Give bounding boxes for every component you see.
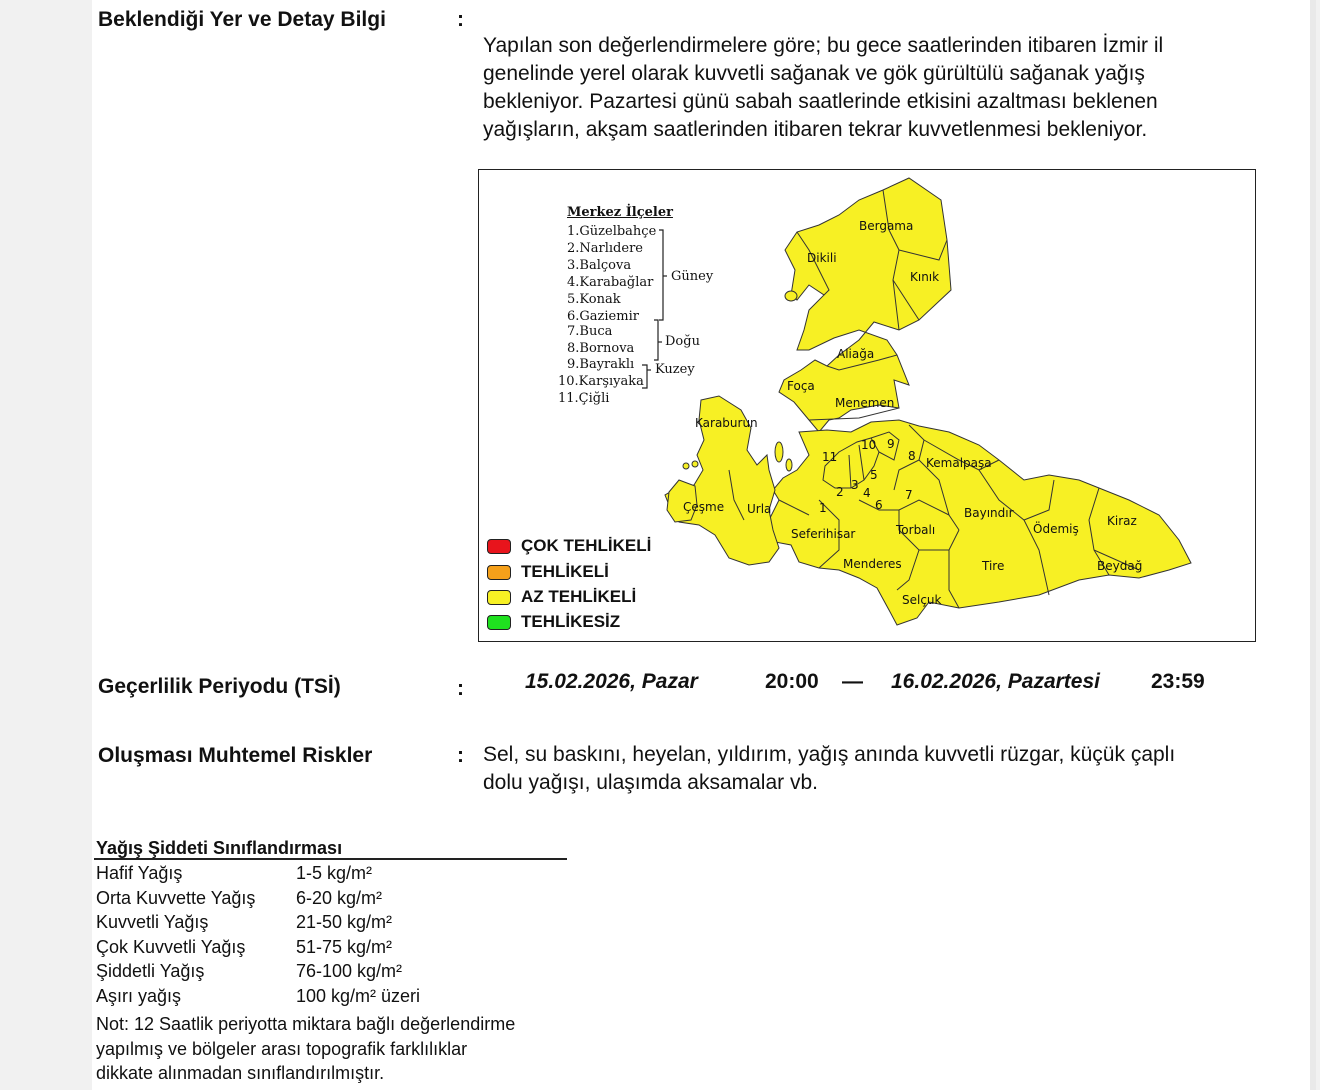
validity-colon: :	[457, 677, 464, 700]
warning-map	[478, 169, 1256, 642]
map-label-dikili: Dikili	[807, 251, 837, 265]
risk-legend-label: AZ TEHLİKELİ	[521, 587, 637, 606]
risk-swatch-yellow	[487, 590, 511, 605]
location-line: bekleniyor. Pazartesi günü sabah saatlerinde etkisini azaltması beklenen	[483, 90, 1158, 113]
map-label-foca: Foça	[787, 379, 815, 393]
group-label-south: Güney	[671, 269, 714, 284]
validity-end-date: 16.02.2026, Pazartesi	[891, 670, 1100, 693]
central-district-item: 7.Buca	[567, 324, 613, 339]
classification-name: Orta Kuvvette Yağış	[96, 888, 256, 908]
risks-label: Oluşması Muhtemel Riskler	[98, 744, 373, 767]
location-line: Yapılan son değerlendirmelere göre; bu gece saatlerinden itibaren İzmir il	[483, 34, 1164, 57]
map-number-1: 1	[819, 501, 827, 515]
central-district-item: 5.Konak	[567, 292, 621, 307]
central-district-item: 10.Karşıyaka	[558, 374, 644, 389]
central-district-item: 9.Bayraklı	[567, 357, 635, 372]
classification-name: Kuvvetli Yağış	[96, 912, 209, 932]
validity-start-time: 20:00	[765, 670, 819, 693]
risk-swatch-green	[487, 615, 511, 630]
map-label-menderes: Menderes	[843, 557, 902, 571]
map-label-urla: Urla	[747, 502, 772, 516]
map-label-odemis: Ödemiş	[1033, 522, 1079, 536]
risk-legend-label: ÇOK TEHLİKELİ	[521, 536, 652, 555]
risk-swatch-orange	[487, 565, 511, 580]
map-label-kiraz: Kiraz	[1107, 514, 1137, 528]
risks-colon: :	[457, 744, 464, 767]
map-label-bergama: Bergama	[859, 219, 914, 233]
validity-start-date: 15.02.2026, Pazar	[525, 670, 698, 693]
classification-value: 76-100 kg/m²	[296, 961, 403, 981]
map-label-kinik: Kınık	[910, 270, 940, 284]
note-line: Not: 12 Saatlik periyotta miktara bağlı değerlendirme	[96, 1014, 516, 1034]
map-number-7: 7	[905, 488, 913, 502]
island-shape	[692, 461, 698, 467]
location-colon: :	[457, 8, 464, 31]
district-shape-north	[779, 178, 951, 432]
location-line: yağışların, akşam saatlerinden itibaren tekrar kuvvetlenmesi bekleniyor.	[483, 118, 1148, 141]
classification-name: Çok Kuvvetli Yağış	[96, 937, 246, 957]
classification-value: 1-5 kg/m²	[296, 863, 373, 883]
risk-legend-item	[487, 587, 636, 607]
note-line: yapılmış ve bölgeler arası topografik farklılıklar	[96, 1038, 468, 1059]
location-description	[483, 32, 1263, 144]
map-number-3: 3	[851, 478, 859, 492]
map-number-11: 11	[822, 450, 838, 464]
central-district-item: 2.Narlıdere	[567, 241, 643, 256]
map-label-tire: Tire	[982, 559, 1005, 573]
classification-name: Aşırı yağış	[96, 986, 182, 1006]
validity-dash: —	[842, 670, 863, 693]
risk-legend-item	[487, 562, 609, 582]
map-label-beydag: Beydağ	[1097, 559, 1143, 573]
central-district-item: 4.Karabağlar	[567, 275, 654, 290]
map-label-kemalpasa: Kemalpaşa	[926, 456, 992, 470]
map-number-2: 2	[836, 485, 844, 499]
validity-label: Geçerlilik Periyodu (TSİ)	[98, 675, 341, 698]
risk-legend-item	[487, 612, 620, 632]
classification-name: Şiddetli Yağış	[96, 961, 205, 981]
group-label-north: Kuzey	[655, 362, 695, 377]
note-line: dikkate alınmadan sınıflandırılmıştır.	[96, 1063, 385, 1083]
map-label-seferihisar: Seferihisar	[791, 527, 856, 541]
central-districts-list	[558, 223, 656, 407]
map-number-10: 10	[861, 438, 877, 452]
risks-line: Sel, su baskını, heyelan, yıldırım, yağış anında kuvvetli rüzgar, küçük çaplı	[483, 743, 1176, 766]
map-label-selcuk: Selçuk	[902, 593, 942, 607]
central-district-item: 8.Bornova	[567, 341, 635, 356]
location-line: genelinde yerel olarak kuvvetli sağanak ve gök gürültülü sağanak yağış	[483, 62, 1145, 85]
map-label-bayindir: Bayındır	[964, 506, 1014, 520]
map-label-menemen: Menemen	[835, 396, 895, 410]
central-district-item: 1.Güzelbahçe	[567, 224, 657, 239]
central-districts-title: Merkez İlçeler	[567, 205, 673, 220]
classification-value: 21-50 kg/m²	[296, 912, 393, 932]
central-district-item: 3.Balçova	[567, 258, 632, 273]
risk-swatch-red	[487, 539, 511, 554]
map-number-4: 4	[863, 486, 871, 500]
classification-value: 51-75 kg/m²	[296, 937, 393, 957]
map-number-5: 5	[870, 468, 878, 482]
risk-legend-item	[487, 536, 651, 556]
map-label-karaburun: Karaburun	[695, 416, 758, 430]
map-number-6: 6	[875, 498, 883, 512]
central-district-item: 11.Çiğli	[558, 391, 610, 406]
island-shape	[775, 442, 783, 462]
classification-value: 6-20 kg/m²	[296, 888, 383, 908]
classification-value: 100 kg/m² üzeri	[296, 986, 421, 1006]
classification-title: Yağış Şiddeti Sınıflandırması	[96, 838, 343, 858]
risks-line: dolu yağışı, ulaşımda aksamalar vb.	[483, 771, 818, 794]
classification-name: Hafif Yağış	[96, 863, 183, 883]
validity-end-time: 23:59	[1151, 670, 1205, 693]
classification-note	[96, 1012, 576, 1086]
location-label: Beklendiği Yer ve Detay Bilgi	[98, 8, 386, 31]
risk-legend-label: TEHLİKELİ	[521, 562, 609, 581]
map-label-torbali: Torbalı	[896, 523, 936, 537]
island-shape	[683, 463, 689, 469]
map-label-aliaga: Aliağa	[837, 347, 875, 361]
risks-description	[483, 741, 1283, 797]
map-label-cesme: Çeşme	[683, 500, 725, 514]
group-label-east: Doğu	[665, 334, 700, 349]
island-shape	[786, 459, 792, 471]
risk-legend-label: TEHLİKESİZ	[521, 612, 621, 631]
map-number-8: 8	[908, 449, 916, 463]
island-shape	[785, 291, 797, 301]
map-number-9: 9	[887, 437, 895, 451]
central-district-item: 6.Gaziemir	[567, 309, 639, 324]
classification-divider	[94, 858, 567, 860]
